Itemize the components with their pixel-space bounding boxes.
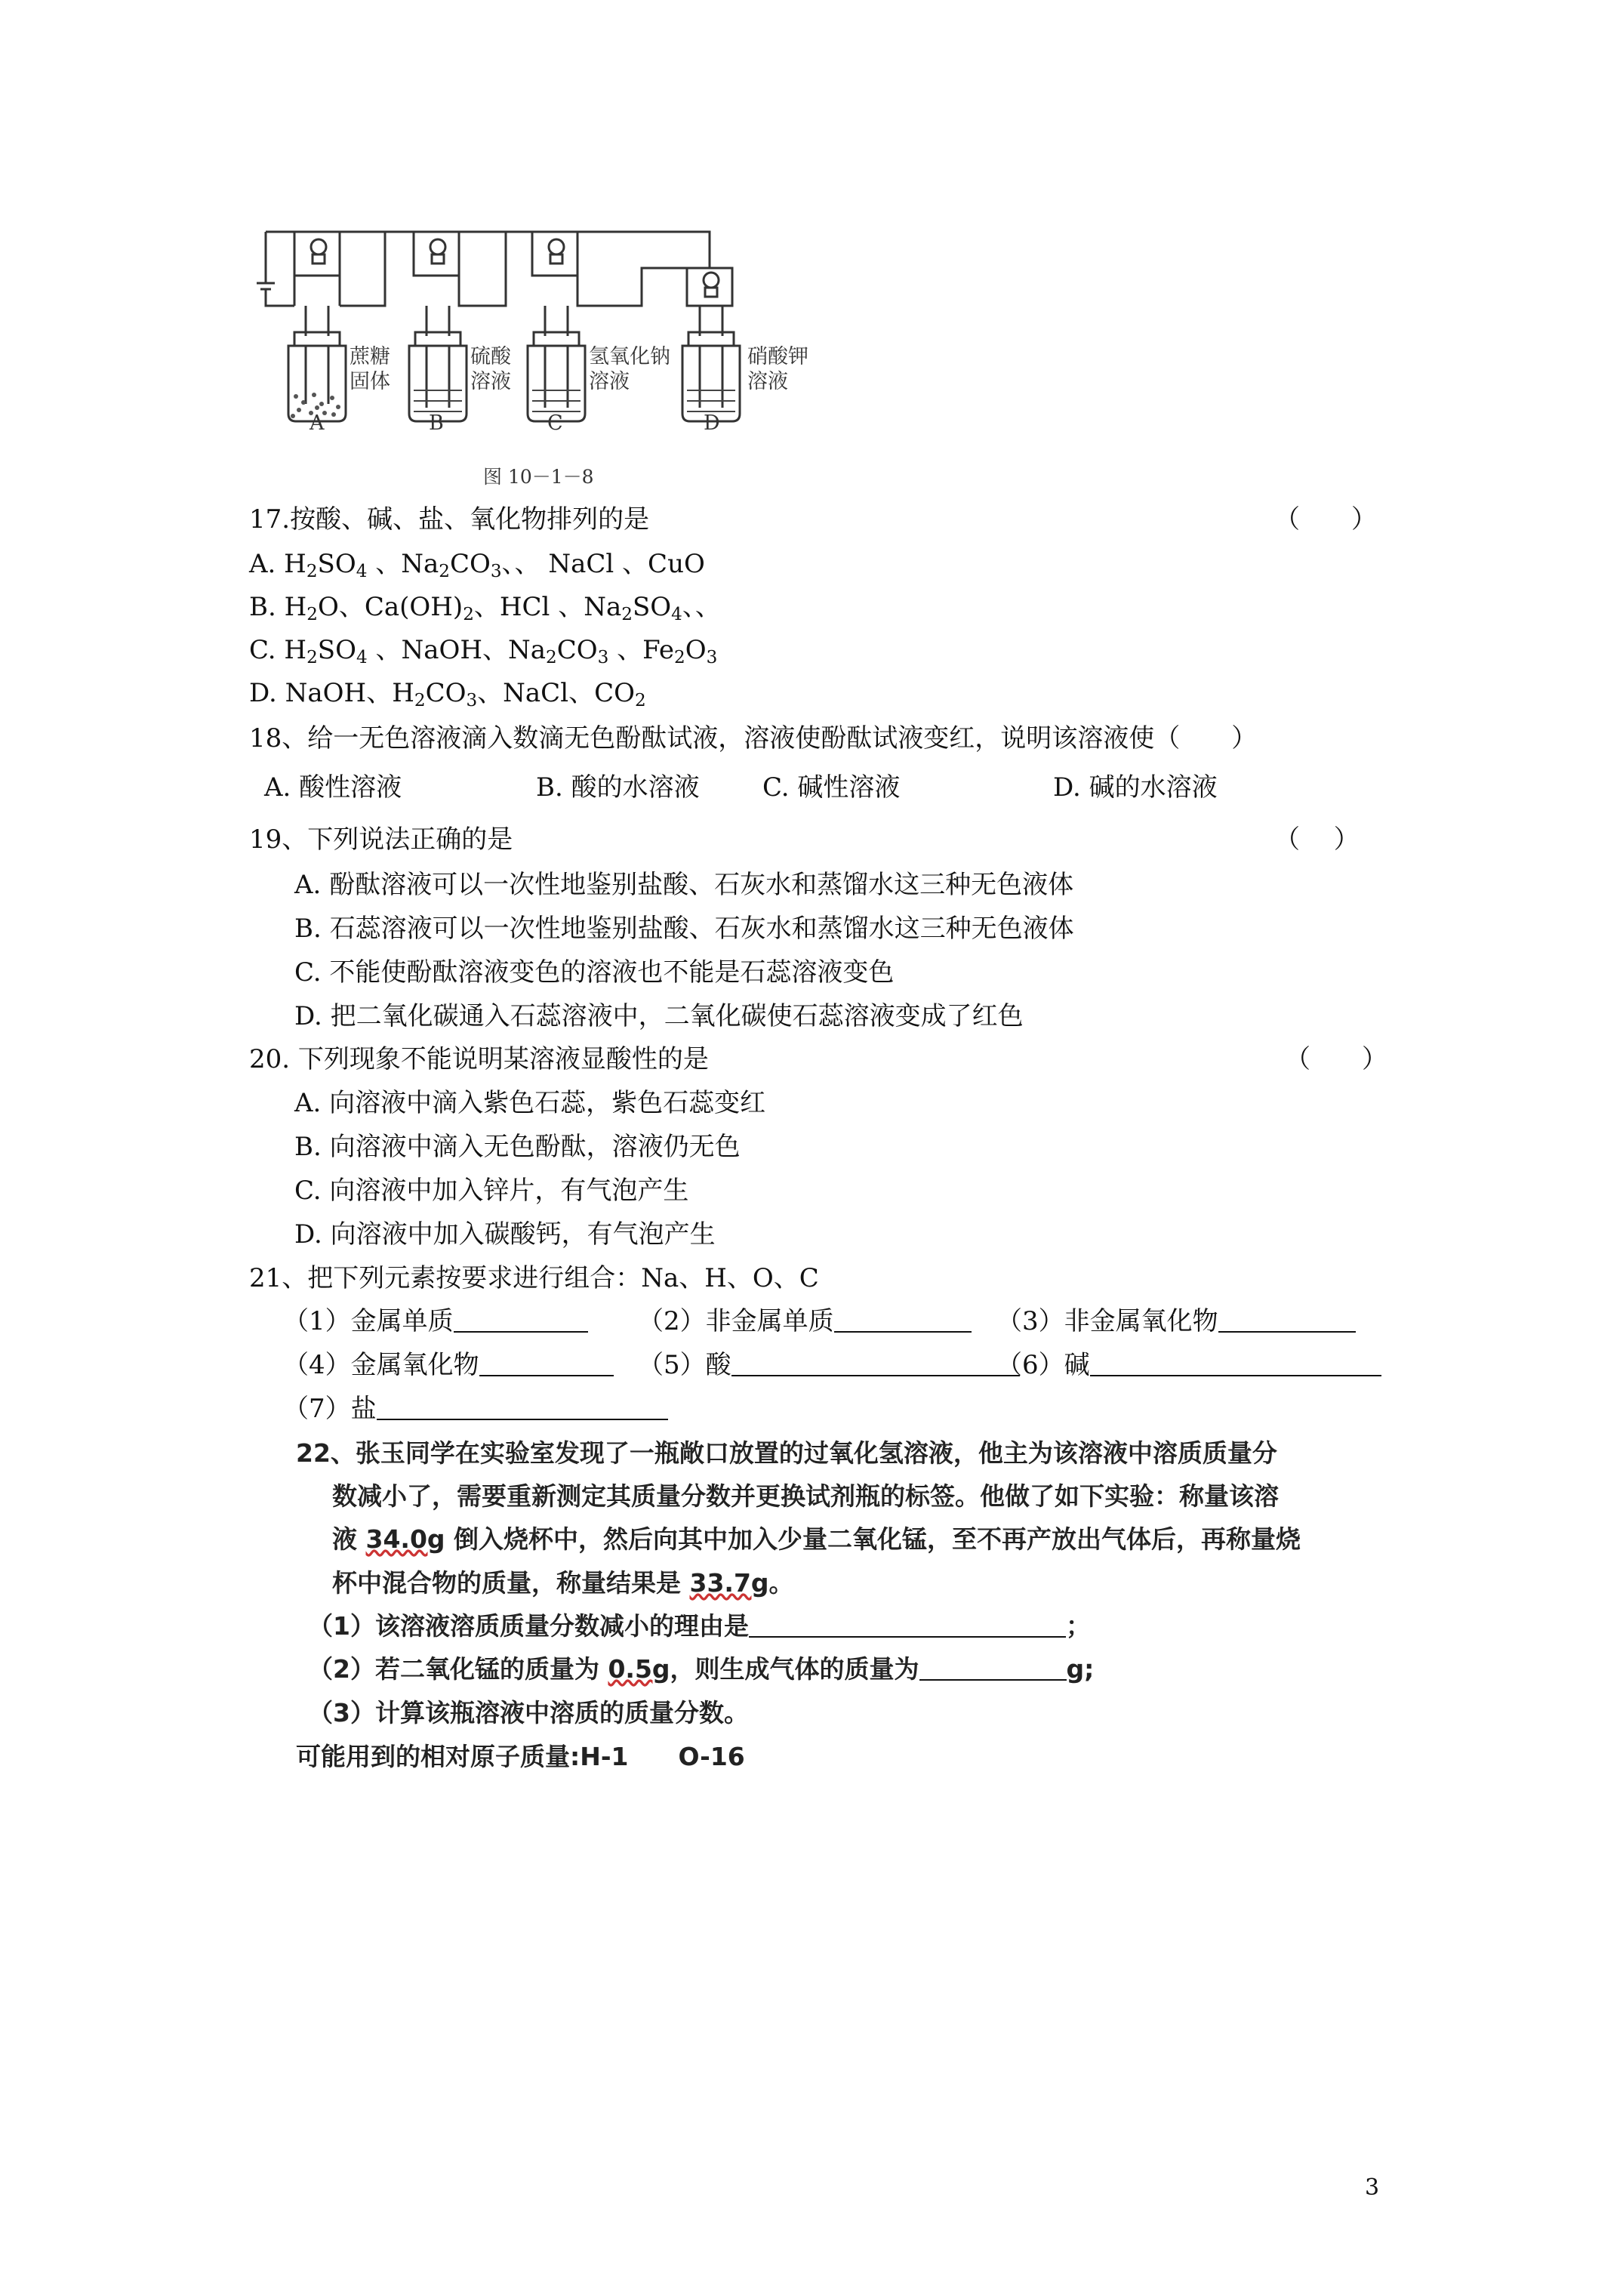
q17-option-b: B. $H_2O$、$Ca(OH)_2$、HCl 、$Na_2SO_4$、、 [249,592,721,624]
bottle-a-label-1: 蔗糖 [350,345,390,368]
q22-line-1: 22、张玉同学在实验室发现了一瓶敞口放置的过氧化氢溶液，他主为该溶液中溶质质量分 [296,1438,1277,1468]
page-number: 3 [1365,2174,1380,2201]
q21-item-7: （7）盐 [283,1394,668,1424]
circuit-figure [249,215,823,495]
bottle-c-label-2: 溶液 [589,370,630,393]
q21-item-3: （3）非金属氧化物 [996,1306,1356,1336]
bottle-a-label-2: 固体 [350,370,390,393]
q22-atomic-masses: 可能用到的相对原子质量:H-1 O-16 [296,1742,745,1771]
q17-paren: （ ） [1274,504,1377,535]
bottle-b-label-2: 溶液 [470,370,511,393]
q19-option-c: C. 不能使酚酞溶液变色的溶液也不能是石蕊溶液变色 [294,957,895,988]
q19-option-b: B. 石蕊溶液可以一次性地鉴别盐酸、石灰水和蒸馏水这三种无色液体 [294,914,1074,944]
q21-item-2: （2）非金属单质 [638,1306,972,1336]
q22-line-3: 液 34.0g 倒入烧杯中，然后向其中加入少量二氧化锰，至不再产放出气体后，再称量烧 [332,1524,1301,1554]
q22-part-3: （3）计算该瓶溶液中溶质的质量分数。 [308,1698,749,1727]
q20-stem: 20. 下列现象不能说明某溶液显酸性的是 [249,1044,709,1074]
q21-item-4: （4）金属氧化物 [283,1350,614,1380]
bottle-b-label-1: 硫酸 [470,345,511,368]
q20-option-d: D. 向溶液中加入碳酸钙，有气泡产生 [294,1219,716,1250]
bottle-c-label-1: 氢氧化钠 [589,345,670,368]
q17-stem: 17.按酸、碱、盐、氧化物排列的是 [249,504,650,535]
q21-item-5: （5）酸 [638,1350,1020,1380]
q18-option-c: C. 碱性溶液 [762,772,901,803]
q18-option-a: A. 酸性溶液 [264,772,402,803]
q18-option-d: D. 碱的水溶液 [1053,772,1218,803]
bottle-b [409,332,467,421]
q22-part-2: （2）若二氧化锰的质量为 0.5g，则生成气体的质量为 g; [308,1654,1095,1684]
figure-caption: 图 10－1－8 [483,466,594,488]
q18-option-b: B. 酸的水溶液 [536,772,700,803]
q19-paren: （ ） [1274,824,1360,855]
q22-line-2: 数减小了，需要重新测定其质量分数并更换试剂瓶的标签。他做了如下实验：称量该溶 [332,1481,1279,1511]
bottle-d-label-2: 溶液 [747,370,788,393]
bottle-d-label-1: 硝酸钾 [747,345,808,368]
bottle-b-letter: B [429,411,444,435]
bottle-d [682,332,740,421]
q22-line-4: 杯中混合物的质量，称量结果是 33.7g。 [332,1568,794,1598]
bottle-c [528,332,585,421]
q20-option-b: B. 向溶液中滴入无色酚酞，溶液仍无色 [294,1132,741,1162]
bottle-d-letter: D [704,411,720,435]
bottle-c-letter: C [547,411,563,435]
q20-option-c: C. 向溶液中加入锌片，有气泡产生 [294,1176,689,1206]
q21-item-6: （6）碱 [996,1350,1381,1380]
bottle-a-letter: A [310,411,325,435]
q17-option-c: C. $H_2SO_4$ 、NaOH、$Na_2CO_3$ 、$Fe_2O_3$ [249,635,718,667]
q21-item-1: （1）金属单质 [283,1306,588,1336]
q20-option-a: A. 向溶液中滴入紫色石蕊，紫色石蕊变红 [294,1088,766,1118]
q19-stem: 19、下列说法正确的是 [249,824,513,855]
q22-part-1: （1）该溶液溶质质量分数减小的理由是 ； [308,1611,1091,1641]
q17-option-d: D. NaOH、$H_2CO_3$、NaCl、$CO_2$ [249,678,646,710]
q21-stem: 21、把下列元素按要求进行组合：Na、H、O、C [249,1263,819,1293]
q17-option-a: A. $H_2SO_4$ 、$Na_2CO_3$、、 NaCl 、CuO [249,549,705,581]
q20-paren: （ ） [1285,1044,1387,1074]
q18-stem: 18、给一无色溶液滴入数滴无色酚酞试液，溶液使酚酞试液变红，说明该溶液使（ ） [249,723,1258,754]
q19-option-d: D. 把二氧化碳通入石蕊溶液中，二氧化碳使石蕊溶液变成了红色 [294,1001,1024,1031]
q19-option-a: A. 酚酞溶液可以一次性地鉴别盐酸、石灰水和蒸馏水这三种无色液体 [294,870,1074,900]
